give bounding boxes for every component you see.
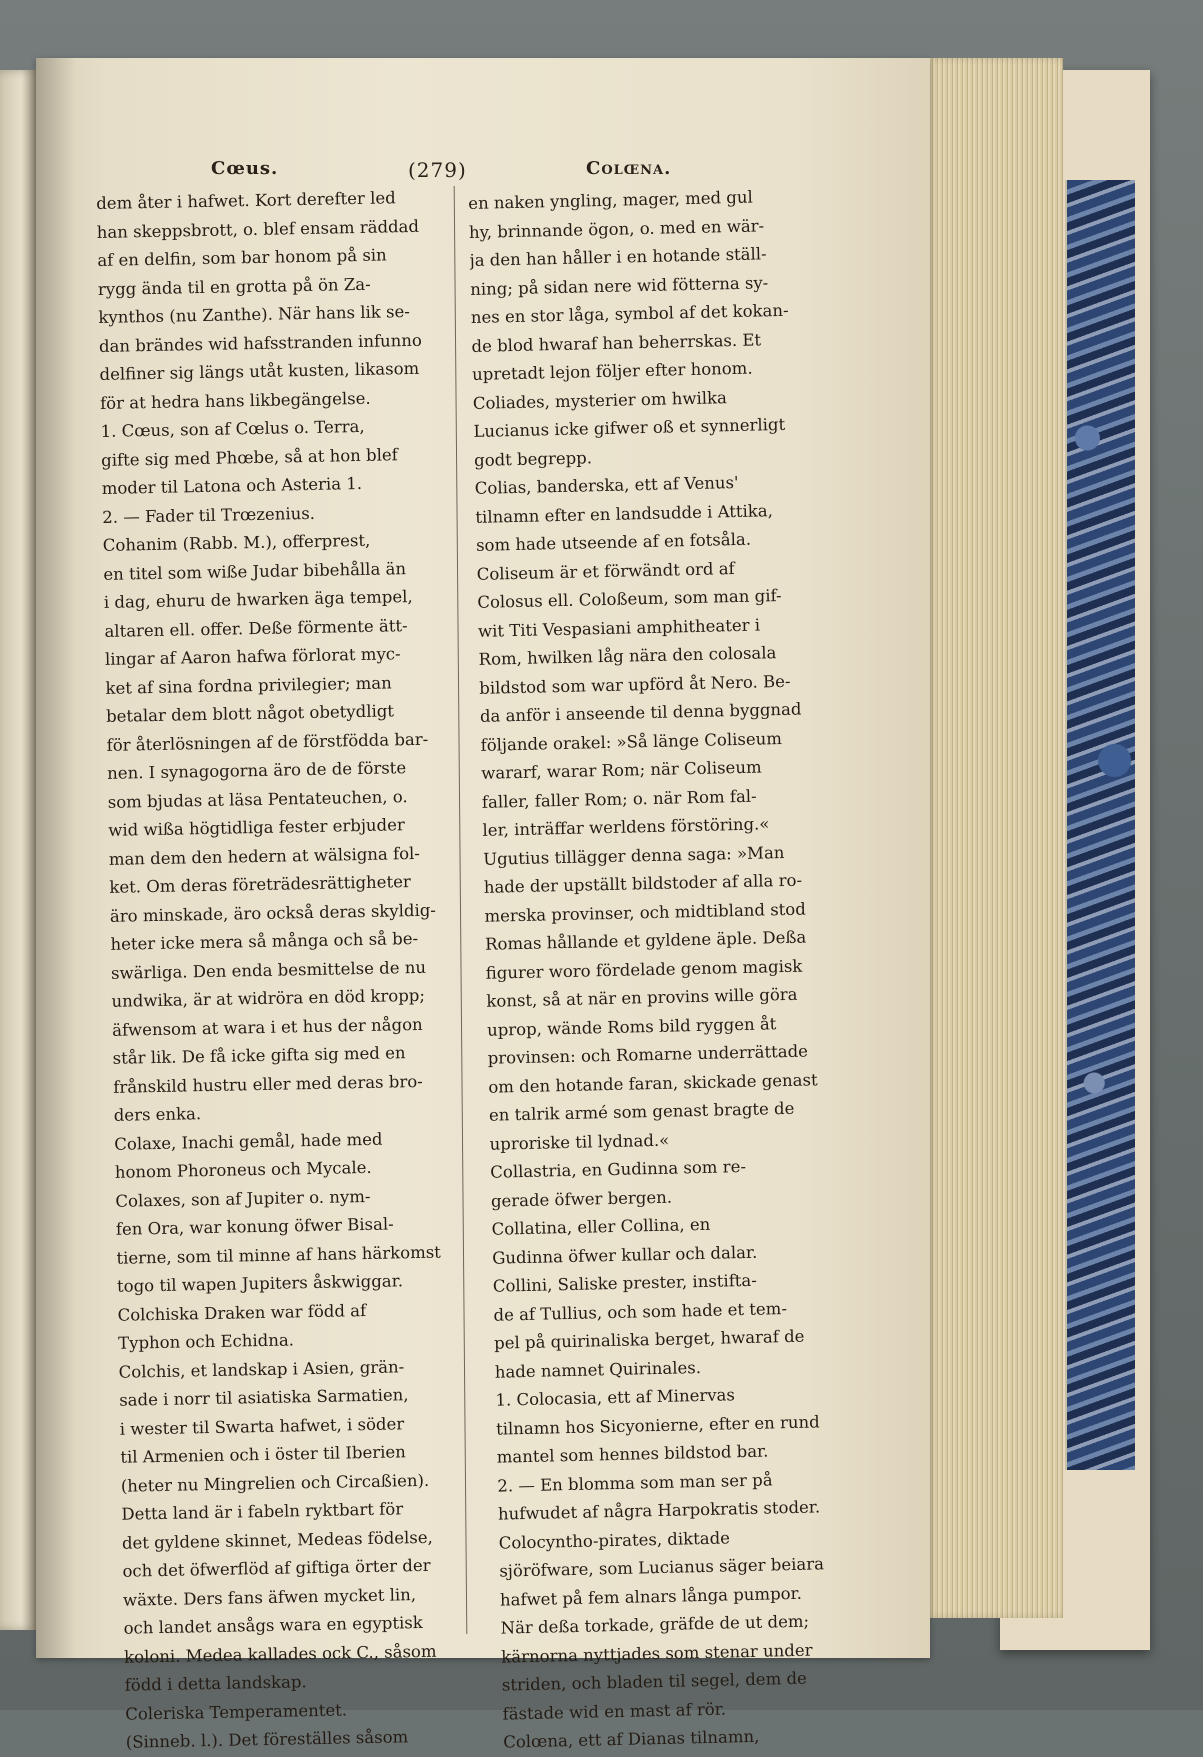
text-line: wararf, warar Rom; när Coliseum bbox=[481, 757, 762, 783]
text-line: dan brändes wid hafsstranden infunno bbox=[98, 330, 423, 356]
text-line: dem åter i hafwet. Kort derefter led bbox=[96, 188, 396, 213]
text-line: konst, så at när en provins wille göra bbox=[486, 984, 798, 1011]
text-line: följande orakel: »Så länge Coliseum bbox=[480, 728, 783, 755]
text-line: 2. — Fader til Trœzenius. bbox=[102, 503, 316, 527]
text-line: ning; på sidan nere wid fötterna sy- bbox=[470, 272, 769, 299]
text-line: Typhon och Echidna. bbox=[117, 1330, 295, 1353]
text-line: som hade utseende af en fotsåla. bbox=[475, 529, 752, 555]
text-line: koloni. Medea kallades ock C., såsom bbox=[123, 1641, 437, 1667]
text-line: som bjudas at läsa Pentateuchen, o. bbox=[107, 786, 408, 812]
text-line: Colœna, ett af Dianas tilnamn, bbox=[503, 1726, 760, 1752]
text-line: hufwudet af några Harpokratis stoder. bbox=[497, 1497, 821, 1524]
text-line: fästade wid en mast af rör. bbox=[502, 1699, 727, 1724]
text-line: heter icke mera så många och så be- bbox=[110, 928, 419, 954]
text-line: sjöröfware, som Lucianus säger beiara bbox=[499, 1554, 825, 1581]
text-line: uproriske til lydnad.« bbox=[489, 1130, 670, 1154]
text-line: kärnorna nyttjades som stenar under bbox=[501, 1640, 813, 1667]
text-line: ler, inträffar werldens förstöring.« bbox=[482, 814, 770, 840]
text-line: Ugutius tillägger denna saga: »Man bbox=[482, 842, 785, 869]
text-line: det gyldene skinnet, Medeas födelse, bbox=[121, 1527, 433, 1553]
text-line: togo til wapen Jupiters åskwiggar. bbox=[116, 1271, 404, 1296]
text-line: i dag, ehuru de hwarken äga tempel, bbox=[103, 586, 413, 612]
text-line: Collini, Saliske prester, instifta- bbox=[492, 1270, 758, 1296]
text-line: betalar dem blott något obetydligt bbox=[105, 701, 395, 726]
text-line: rygg ända til en grotta på ön Za- bbox=[97, 274, 371, 299]
text-line: lingar af Aaron hafwa förlorat myc- bbox=[104, 644, 401, 669]
text-line: gerade öfwer bergen. bbox=[490, 1187, 673, 1211]
marbled-endpaper bbox=[1065, 180, 1135, 1470]
text-line: kynthos (nu Zanthe). När hans lik se- bbox=[98, 301, 411, 327]
text-line: fen Ora, war konung öfwer Bisal- bbox=[115, 1214, 394, 1239]
text-line: för återlösningen af de förstfödda bar- bbox=[106, 729, 429, 755]
text-line: 1. Cœus, son af Cœlus o. Terra, bbox=[100, 416, 365, 441]
text-line: står lik. De få icke gifta sig med en bbox=[112, 1043, 406, 1068]
text-line: Gudinna öfwer kullar och dalar. bbox=[492, 1242, 758, 1268]
text-line: för at hedra hans likbegängelse. bbox=[99, 388, 371, 413]
header-right-word: Colœna. bbox=[586, 158, 672, 179]
text-line: Colocyntho-pirates, diktade bbox=[498, 1527, 731, 1553]
text-line: hade namnet Quirinales. bbox=[494, 1357, 702, 1382]
text-line: Colaxes, son af Jupiter o. nym- bbox=[115, 1186, 371, 1211]
header-left-word: Cœus. bbox=[211, 158, 279, 179]
text-line: i wester til Swarta hafwet, i söder bbox=[119, 1413, 405, 1439]
text-line: ket. Om deras företrädesrättigheter bbox=[109, 872, 411, 897]
text-line: tilnamn hos Sicyonierne, efter en rund bbox=[495, 1411, 820, 1439]
text-line: undwika, är at widröra en död kropp; bbox=[111, 985, 426, 1011]
text-line: gifte sig med Phœbe, så at hon blef bbox=[101, 444, 398, 470]
text-line: mantel som hennes bildstod bar. bbox=[496, 1441, 769, 1467]
text-line: När deßa torkade, gräfde de ut dem; bbox=[500, 1611, 810, 1638]
text-line: godt begrepp. bbox=[473, 447, 593, 470]
text-line: altaren ell. offer. Deße förmente ätt- bbox=[104, 615, 408, 641]
text-line: ders enka. bbox=[113, 1104, 202, 1125]
text-line: faller, faller Rom; o. när Rom fal- bbox=[481, 786, 757, 812]
text-line: och landet ansågs wara en egyptisk bbox=[123, 1612, 423, 1638]
text-line: sade i norr til asiatiska Sarmatien, bbox=[119, 1385, 409, 1410]
page-number: (279) bbox=[408, 158, 467, 182]
text-line: Colchiska Draken war född af bbox=[117, 1300, 367, 1325]
text-line: Cohanim (Rabb. M.), offerprest, bbox=[102, 530, 371, 555]
text-line: äfwensom at wara i et hus der någon bbox=[111, 1014, 423, 1040]
right-text-column bbox=[468, 182, 865, 1757]
text-line: hy, brinnande ögon, o. med en wär- bbox=[468, 215, 765, 242]
text-line: äro minskade, äro också deras skyldig- bbox=[109, 900, 437, 926]
left-text-column bbox=[96, 183, 486, 1757]
text-line: pel på quirinaliska berget, hwaraf de bbox=[493, 1326, 805, 1353]
text-line: född i detta landskap. bbox=[124, 1672, 307, 1695]
text-line: om den hotande faran, skickade genast bbox=[488, 1069, 818, 1097]
text-line: Colosus ell. Coloßeum, som man gif- bbox=[477, 585, 782, 612]
text-line: (Sinneb. l.). Det föreställes såsom bbox=[125, 1727, 409, 1752]
text-line: Collastria, en Gudinna som re- bbox=[490, 1156, 747, 1182]
text-line: 1. Colocasia, ett af Minervas bbox=[495, 1385, 736, 1410]
gutter-shadow bbox=[36, 58, 76, 1658]
text-line: tilnamn efter en landsudde i Attika, bbox=[475, 500, 774, 527]
text-line: de blod hwaraf han beherrskas. Et bbox=[471, 329, 762, 356]
text-line: striden, och bladen til segel, dem de bbox=[501, 1668, 808, 1695]
text-line: uprор, wände Roms bild ryggen åt bbox=[486, 1013, 777, 1040]
text-line: Collatina, eller Collina, en bbox=[491, 1214, 711, 1239]
text-line: nen. I synagogorna äro de de förste bbox=[107, 758, 407, 783]
text-line: swärliga. Den enda besmittelse de nu bbox=[110, 957, 427, 983]
page-block-edge bbox=[925, 58, 1063, 1618]
text-line: ket af sina fordna privilegier; man bbox=[105, 672, 392, 698]
text-line: wid wißa högtidliga fester erbjuder bbox=[108, 815, 405, 840]
text-line: man dem den hedern at wälsigna fol- bbox=[108, 843, 421, 869]
text-line: til Armenien och i öster til Iberien bbox=[120, 1442, 406, 1467]
text-line: honom Phoroneus och Mycale. bbox=[114, 1157, 372, 1182]
text-line: Coleriska Temperamentet. bbox=[125, 1699, 348, 1724]
text-line: merska provinser, och midtibland stod bbox=[484, 899, 807, 926]
text-line: Colchis, et landskap i Asien, grän- bbox=[118, 1356, 405, 1382]
text-line: ja den han håller i en hotande ställ- bbox=[469, 244, 767, 270]
text-line: en talrik armé som genast bragte de bbox=[488, 1098, 795, 1125]
text-line: delfiner sig längs utåt kusten, likasom bbox=[99, 358, 420, 384]
text-line: af en delfin, som bar honom på sin bbox=[97, 245, 387, 270]
text-line: Colias, banderska, ett af Venus' bbox=[474, 472, 739, 498]
text-line: och det öfwerflöd af giftiga örter der bbox=[122, 1555, 431, 1581]
text-line: han skeppsbrott, o. blef ensam räddad bbox=[96, 216, 420, 242]
text-line: frånskild hustru eller med deras bro- bbox=[113, 1071, 423, 1097]
text-line: Coliades, mysterier om hwilka bbox=[472, 387, 728, 413]
text-line: figurer woro fördelade genom magisk bbox=[485, 956, 803, 983]
text-line: Romas hållande et gyldene äple. Deßa bbox=[484, 927, 807, 954]
text-line: Rom, hwilken låg nära den colosala bbox=[478, 643, 777, 669]
text-line: en naken yngling, mager, med gul bbox=[468, 187, 753, 213]
text-line: hafwet på fem alnars långa pumpor. bbox=[499, 1583, 803, 1610]
text-line: nes en stor låga, symbol af det kokan- bbox=[470, 300, 789, 327]
text-line: wit Titi Vespasiani amphitheater i bbox=[477, 614, 761, 641]
text-line: upretadt lejon följer efter honom. bbox=[471, 358, 753, 384]
text-line: de af Tullius, och som hade et tem- bbox=[493, 1298, 788, 1325]
left-page-edge bbox=[0, 70, 36, 1630]
text-line: Detta land är i fabeln ryktbart för bbox=[121, 1499, 404, 1524]
text-line: en titel som wiße Judar bibehålla än bbox=[103, 558, 407, 584]
text-line: hade der upställt bildstoder af alla ro- bbox=[483, 870, 803, 897]
text-line: (heter nu Mingrelien och Circaßien). bbox=[120, 1470, 430, 1496]
text-line: bildstod som war upförd åt Nero. Be- bbox=[479, 671, 791, 698]
text-line: provinsen: och Romarne underrättade bbox=[487, 1041, 809, 1068]
text-line: Coliseum är et förwändt ord af bbox=[476, 558, 735, 584]
text-line: tierne, som til minne af hans härkomst bbox=[116, 1242, 442, 1268]
text-line: wäxte. Ders fans äfwen mycket lin, bbox=[122, 1584, 417, 1610]
text-line: Lucianus icke gifwer oß et synnerligt bbox=[473, 414, 786, 441]
text-line: 2. — En blomma som man ser på bbox=[497, 1469, 773, 1496]
text-line: moder til Latona och Asteria 1. bbox=[101, 473, 363, 498]
text-line: da anför i anseende til denna byggnad bbox=[479, 699, 802, 726]
text-line: Colaxe, Inachi gemål, hade med bbox=[114, 1129, 383, 1154]
